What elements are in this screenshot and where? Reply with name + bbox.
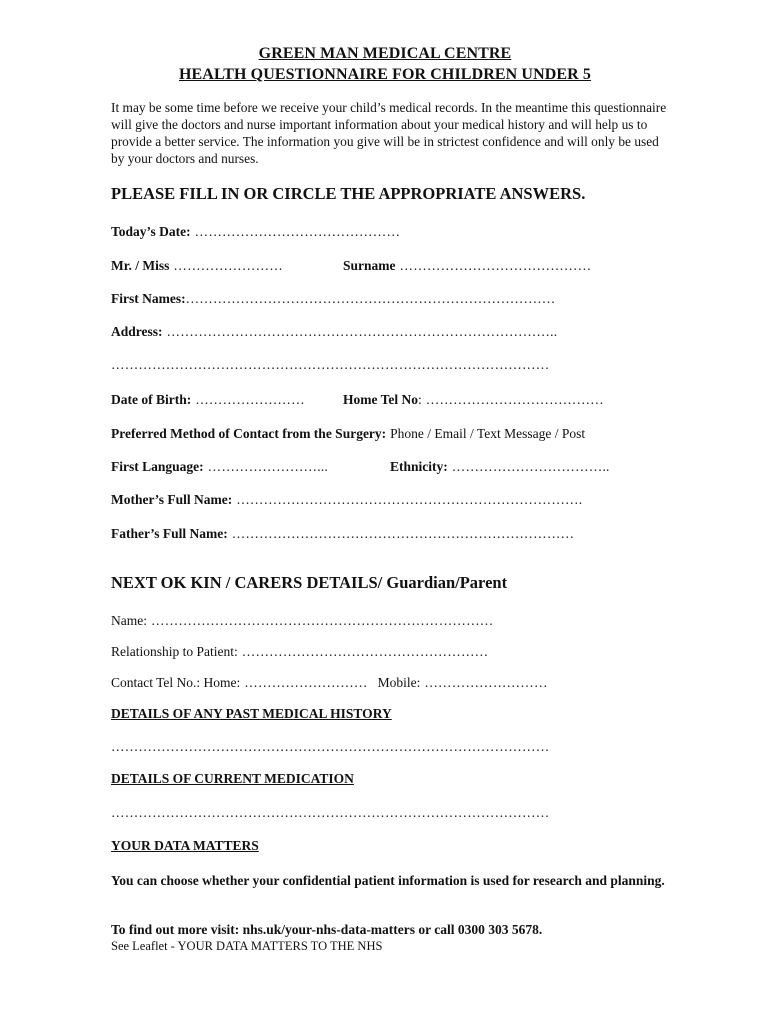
nok-name-label: Name: xyxy=(111,613,147,628)
nok-relationship-blank[interactable]: ……………………………………………… xyxy=(241,644,489,659)
address-field[interactable] xyxy=(111,323,557,341)
next-of-kin-heading: NEXT OK KIN / CARERS DETAILS/ Guardian/Parent xyxy=(111,573,508,592)
address-blank[interactable]: ………………………………………………………………………….. xyxy=(166,324,558,339)
todays-date-label: Today’s Date: xyxy=(111,224,191,239)
document-title-line2: HEALTH QUESTIONNAIRE FOR CHILDREN UNDER 5 xyxy=(178,66,592,83)
todays-date-field[interactable] xyxy=(111,223,400,241)
first-names-field[interactable] xyxy=(111,290,556,308)
current-medication-heading: DETAILS OF CURRENT MEDICATION xyxy=(111,771,354,786)
ethnicity-label: Ethnicity: xyxy=(390,459,448,474)
home-tel-blank[interactable]: ………………………………… xyxy=(425,392,604,407)
data-matters-link-text: To find out more visit: nhs.uk/your-nhs-data-matters or call 0300 303 5678. xyxy=(111,922,543,937)
first-language-field[interactable] xyxy=(111,458,328,476)
surname-field[interactable] xyxy=(343,257,591,275)
title-blank[interactable]: …………………… xyxy=(173,258,283,273)
nok-relationship-field[interactable] xyxy=(111,643,488,661)
mother-name-field[interactable] xyxy=(111,491,582,509)
title-label: Mr. / Miss xyxy=(111,258,170,273)
first-names-label: First Names: xyxy=(111,291,186,306)
address-label: Address: xyxy=(111,324,163,339)
dob-label: Date of Birth: xyxy=(111,392,192,407)
home-tel-colon: : xyxy=(418,392,422,407)
past-history-heading: DETAILS OF ANY PAST MEDICAL HISTORY xyxy=(111,706,392,721)
dob-field[interactable] xyxy=(111,391,305,409)
preferred-contact-label: Preferred Method of Contact from the Surgery: xyxy=(111,426,387,441)
data-matters-heading: YOUR DATA MATTERS xyxy=(111,838,259,853)
nok-name-field[interactable] xyxy=(111,612,494,630)
leaflet-note: See Leaflet - YOUR DATA MATTERS TO THE NHS xyxy=(111,939,383,953)
father-name-blank[interactable]: ………………………………………………………………… xyxy=(231,526,575,541)
nok-relationship-label: Relationship to Patient: xyxy=(111,644,238,659)
document-title-line1: GREEN MAN MEDICAL CENTRE xyxy=(258,45,512,62)
nok-contact-field[interactable] xyxy=(111,674,548,692)
home-tel-label: Home Tel No xyxy=(343,392,419,407)
nok-mobile-blank[interactable]: ……………………… xyxy=(424,675,548,690)
todays-date-blank[interactable]: ……………………………………… xyxy=(194,224,401,239)
dob-blank[interactable]: …………………… xyxy=(195,392,305,407)
ethnicity-field[interactable] xyxy=(390,458,610,476)
home-tel-field[interactable] xyxy=(343,391,604,409)
title-field[interactable] xyxy=(111,257,283,275)
father-name-field[interactable] xyxy=(111,525,574,543)
surname-label: Surname xyxy=(343,258,396,273)
first-language-label: First Language: xyxy=(111,459,204,474)
preferred-contact-options[interactable]: Phone / Email / Text Message / Post xyxy=(390,426,586,441)
past-history-blank[interactable]: …………………………………………………………………………………… xyxy=(111,739,550,754)
nok-mobile-label: Mobile: xyxy=(377,675,421,690)
mother-name-label: Mother’s Full Name: xyxy=(111,492,233,507)
first-language-blank[interactable]: ……………………... xyxy=(207,459,328,474)
preferred-contact-field[interactable] xyxy=(111,425,585,443)
current-medication-blank[interactable]: …………………………………………………………………………………… xyxy=(111,805,550,820)
data-matters-paragraph: You can choose whether your confidential patient information is used for research and planning. xyxy=(111,873,665,888)
ethnicity-blank[interactable]: …………………………….. xyxy=(451,459,610,474)
surname-blank[interactable]: …………………………………… xyxy=(399,258,592,273)
instruction-heading: PLEASE FILL IN OR CIRCLE THE APPROPRIATE ANSWERS. xyxy=(111,184,586,203)
intro-paragraph: It may be some time before we receive your child’s medical records. In the meantime this questionnaire will give the doctors and nurse important information about your medical history and will help us to provide a better service. The information you give will be in strictest confidence and will only be used by your doctors and nurses. xyxy=(111,100,667,166)
nok-home-tel-blank[interactable]: ……………………… xyxy=(244,675,368,690)
father-name-label: Father’s Full Name: xyxy=(111,526,228,541)
address-line2-blank[interactable]: …………………………………………………………………………………… xyxy=(111,357,550,372)
mother-name-blank[interactable]: …………………………………………………………………. xyxy=(236,492,583,507)
nok-name-blank[interactable]: ………………………………………………………………… xyxy=(151,613,494,628)
nok-home-tel-label: Contact Tel No.: Home: xyxy=(111,675,241,690)
first-names-blank[interactable]: ……………………………………………………………………… xyxy=(185,291,556,306)
